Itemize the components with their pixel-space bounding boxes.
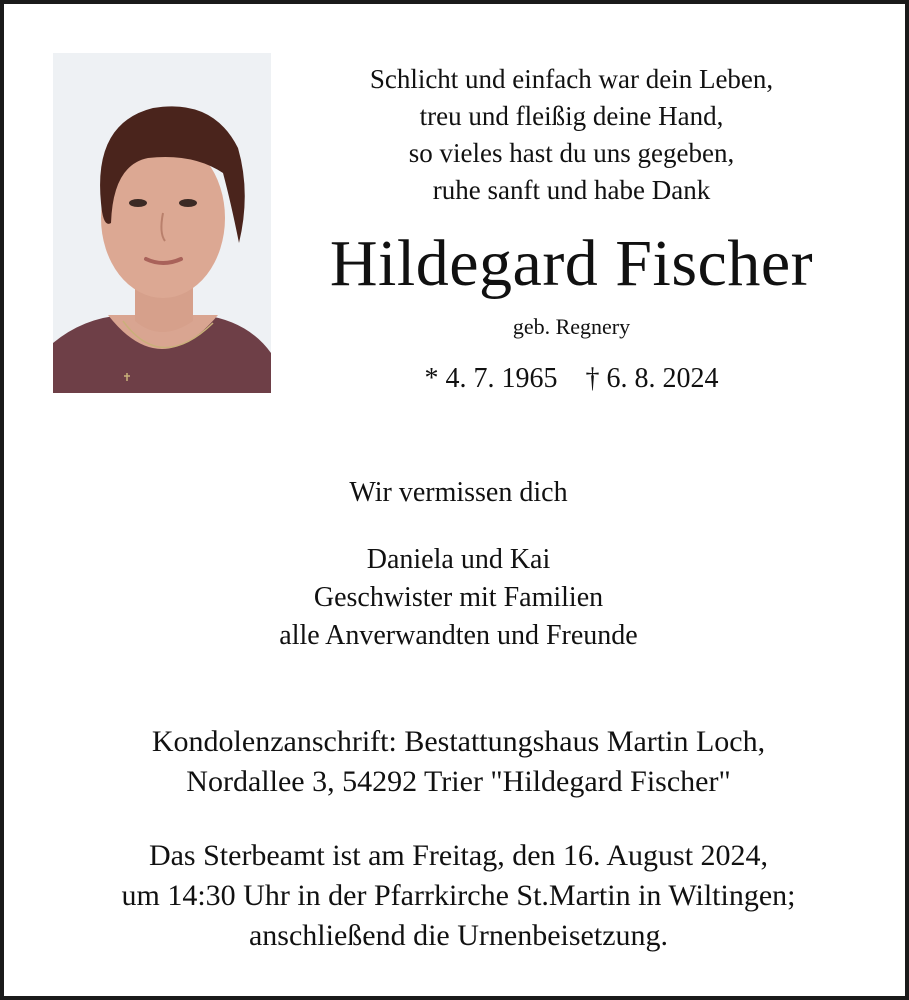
deceased-name: Hildegard Fischer bbox=[329, 227, 814, 300]
mourner-line: alle Anverwandten und Freunde bbox=[279, 620, 638, 651]
mourner-line: Geschwister mit Familien bbox=[313, 582, 604, 613]
service-line: anschließend die Urnenbeisetzung. bbox=[248, 919, 669, 952]
condolence-address bbox=[4, 722, 909, 802]
mourners-list bbox=[4, 541, 909, 655]
service-line: um 14:30 Uhr in der Pfarrkirche St.Martin in Wiltingen; bbox=[121, 879, 796, 912]
life-dates bbox=[304, 361, 839, 397]
verse-line: treu und fleißig deine Hand, bbox=[419, 101, 724, 131]
verse-line: Schlicht und einfach war dein Leben, bbox=[369, 64, 774, 94]
portrait-photo bbox=[53, 53, 271, 393]
closing-line: Wir vermissen dich bbox=[349, 477, 568, 508]
birth-date: * 4. 7. 1965 bbox=[424, 363, 558, 394]
service-information bbox=[4, 836, 909, 956]
address-line: Kondolenzanschrift: Bestattungshaus Martin Loch, bbox=[151, 725, 766, 758]
memorial-verse bbox=[304, 61, 839, 209]
verse-line: so vieles hast du uns gegeben, bbox=[408, 138, 735, 168]
service-line: Das Sterbeamt ist am Freitag, den 16. August 2024, bbox=[148, 839, 769, 872]
address-line: Nordallee 3, 54292 Trier "Hildegard Fischer" bbox=[186, 765, 731, 798]
verse-line: ruhe sanft und habe Dank bbox=[432, 175, 711, 205]
maiden-name: geb. Regnery bbox=[512, 314, 631, 339]
mourner-line: Daniela und Kai bbox=[366, 544, 551, 575]
death-date: † 6. 8. 2024 bbox=[585, 363, 719, 394]
